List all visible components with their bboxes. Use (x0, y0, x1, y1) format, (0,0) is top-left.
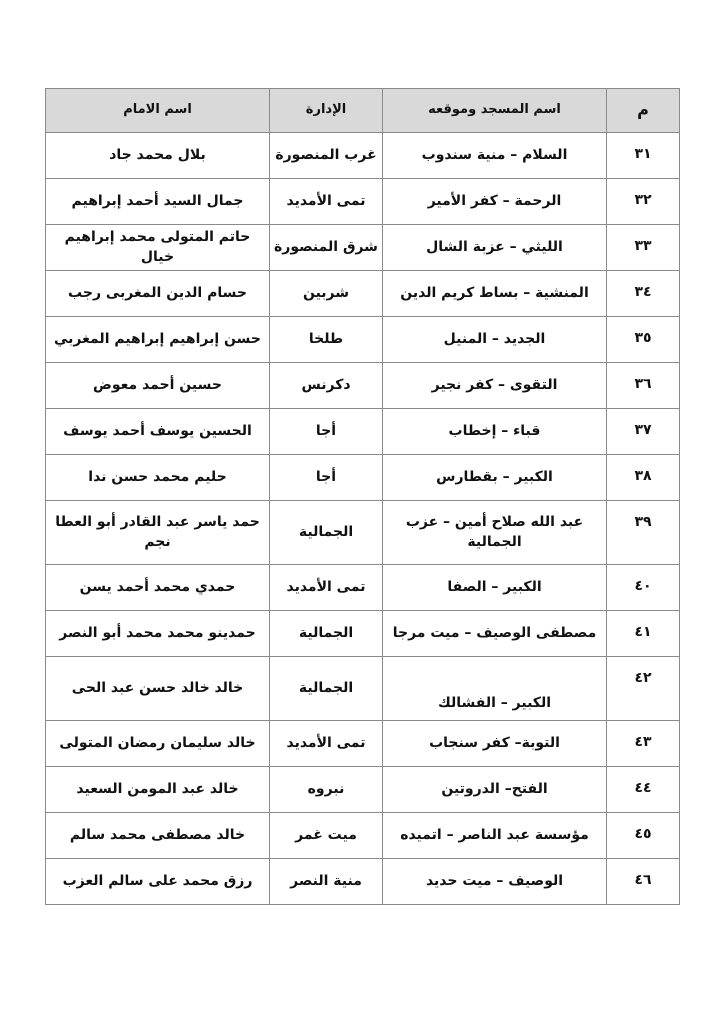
imam-name-cell: جمال السيد أحمد إبراهيم (46, 179, 270, 225)
administration-cell: تمى الأمديد (270, 179, 383, 225)
table-row (46, 271, 680, 317)
mosque-name-cell: قباء – إخطاب (383, 409, 607, 455)
mosque-name-cell: مؤسسة عبد الناصر – اتميده (383, 813, 607, 859)
header-administration: الإدارة (270, 89, 383, 133)
mosque-name-cell: الليثي – عزبة الشال (383, 225, 607, 271)
row-number-cell: ٤١ (607, 611, 680, 657)
administration-cell: شربين (270, 271, 383, 317)
imam-name-cell: خالد خالد حسن عبد الحى (46, 657, 270, 721)
mosque-name-cell: الوصيف – ميت حديد (383, 859, 607, 905)
mosque-name-cell: الكبير – بقطارس (383, 455, 607, 501)
mosque-name-cell: الرحمة – كفر الأمير (383, 179, 607, 225)
imam-name-cell: خالد مصطفى محمد سالم (46, 813, 270, 859)
mosque-name-cell: المنشية – بساط كريم الدين (383, 271, 607, 317)
table-row (46, 767, 680, 813)
row-number-cell: ٤٤ (607, 767, 680, 813)
imam-name-cell: حسين أحمد معوض (46, 363, 270, 409)
table-row (46, 409, 680, 455)
administration-cell: أجا (270, 455, 383, 501)
imam-name-cell: حسن إبراهيم إبراهيم المغربي (46, 317, 270, 363)
table-row (46, 133, 680, 179)
row-number-cell: ٣٢ (607, 179, 680, 225)
row-number-cell: ٣٥ (607, 317, 680, 363)
imam-name-cell: حاتم المتولى محمد إبراهيم خيال (46, 225, 270, 271)
administration-cell: الجمالية (270, 657, 383, 721)
mosque-name-cell: مصطفى الوصيف – ميت مرجا (383, 611, 607, 657)
imam-name-cell: الحسين يوسف أحمد يوسف (46, 409, 270, 455)
mosque-name-cell: الكبير – الصفا (383, 565, 607, 611)
administration-cell: الجمالية (270, 611, 383, 657)
table-row (46, 611, 680, 657)
table-row (46, 721, 680, 767)
table-row (46, 179, 680, 225)
administration-cell: أجا (270, 409, 383, 455)
administration-cell: نبروه (270, 767, 383, 813)
table-row (46, 455, 680, 501)
row-number-cell: ٣٧ (607, 409, 680, 455)
administration-cell: دكرنس (270, 363, 383, 409)
imam-name-cell: حليم محمد حسن ندا (46, 455, 270, 501)
table-row (46, 501, 680, 565)
header-number: م (607, 89, 680, 133)
row-number-cell: ٤٢ (607, 657, 680, 721)
mosque-name-cell: عبد الله صلاح أمين – عزب الجمالية (383, 501, 607, 565)
table-row (46, 363, 680, 409)
row-number-cell: ٣١ (607, 133, 680, 179)
imam-name-cell: حسام الدين المغربى رجب (46, 271, 270, 317)
administration-cell: تمى الأمديد (270, 721, 383, 767)
row-number-cell: ٣٤ (607, 271, 680, 317)
mosque-name-cell: الجديد – المنيل (383, 317, 607, 363)
row-number-cell: ٤٠ (607, 565, 680, 611)
mosque-name-cell: الكبير – الفشالك (383, 657, 607, 721)
row-number-cell: ٤٥ (607, 813, 680, 859)
row-number-cell: ٣٣ (607, 225, 680, 271)
row-number-cell: ٣٩ (607, 501, 680, 565)
imam-name-cell: حمدينو محمد محمد أبو النصر (46, 611, 270, 657)
administration-cell: الجمالية (270, 501, 383, 565)
administration-cell: غرب المنصورة (270, 133, 383, 179)
row-number-cell: ٤٦ (607, 859, 680, 905)
imam-name-cell: خالد عبد المومن السعيد (46, 767, 270, 813)
mosque-name-cell: السلام – منية سندوب (383, 133, 607, 179)
table-row (46, 813, 680, 859)
row-number-cell: ٣٨ (607, 455, 680, 501)
table-row (46, 225, 680, 271)
row-number-cell: ٣٦ (607, 363, 680, 409)
row-number-cell: ٤٣ (607, 721, 680, 767)
table-row (46, 657, 680, 721)
header-mosque: اسم المسجد وموقعه (383, 89, 607, 133)
mosque-imam-table (45, 88, 680, 905)
administration-cell: طلخا (270, 317, 383, 363)
table-row (46, 565, 680, 611)
mosque-name-cell: التوبة– كفر سنجاب (383, 721, 607, 767)
table-row (46, 859, 680, 905)
imam-name-cell: حمدي محمد أحمد يسن (46, 565, 270, 611)
table-row (46, 317, 680, 363)
administration-cell: تمى الأمديد (270, 565, 383, 611)
imam-name-cell: حمد ياسر عبد القادر أبو العطا نجم (46, 501, 270, 565)
administration-cell: منية النصر (270, 859, 383, 905)
mosque-name-cell: التقوى – كفر نجير (383, 363, 607, 409)
imam-name-cell: رزق محمد على سالم العزب (46, 859, 270, 905)
header-imam: اسم الامام (46, 89, 270, 133)
imam-name-cell: خالد سليمان رمضان المتولى (46, 721, 270, 767)
table-header-row (46, 89, 680, 133)
table-body (46, 133, 680, 905)
administration-cell: شرق المنصورة (270, 225, 383, 271)
imam-name-cell: بلال محمد جاد (46, 133, 270, 179)
administration-cell: ميت غمر (270, 813, 383, 859)
document-page (45, 88, 679, 905)
mosque-name-cell: الفتح– الدروتين (383, 767, 607, 813)
